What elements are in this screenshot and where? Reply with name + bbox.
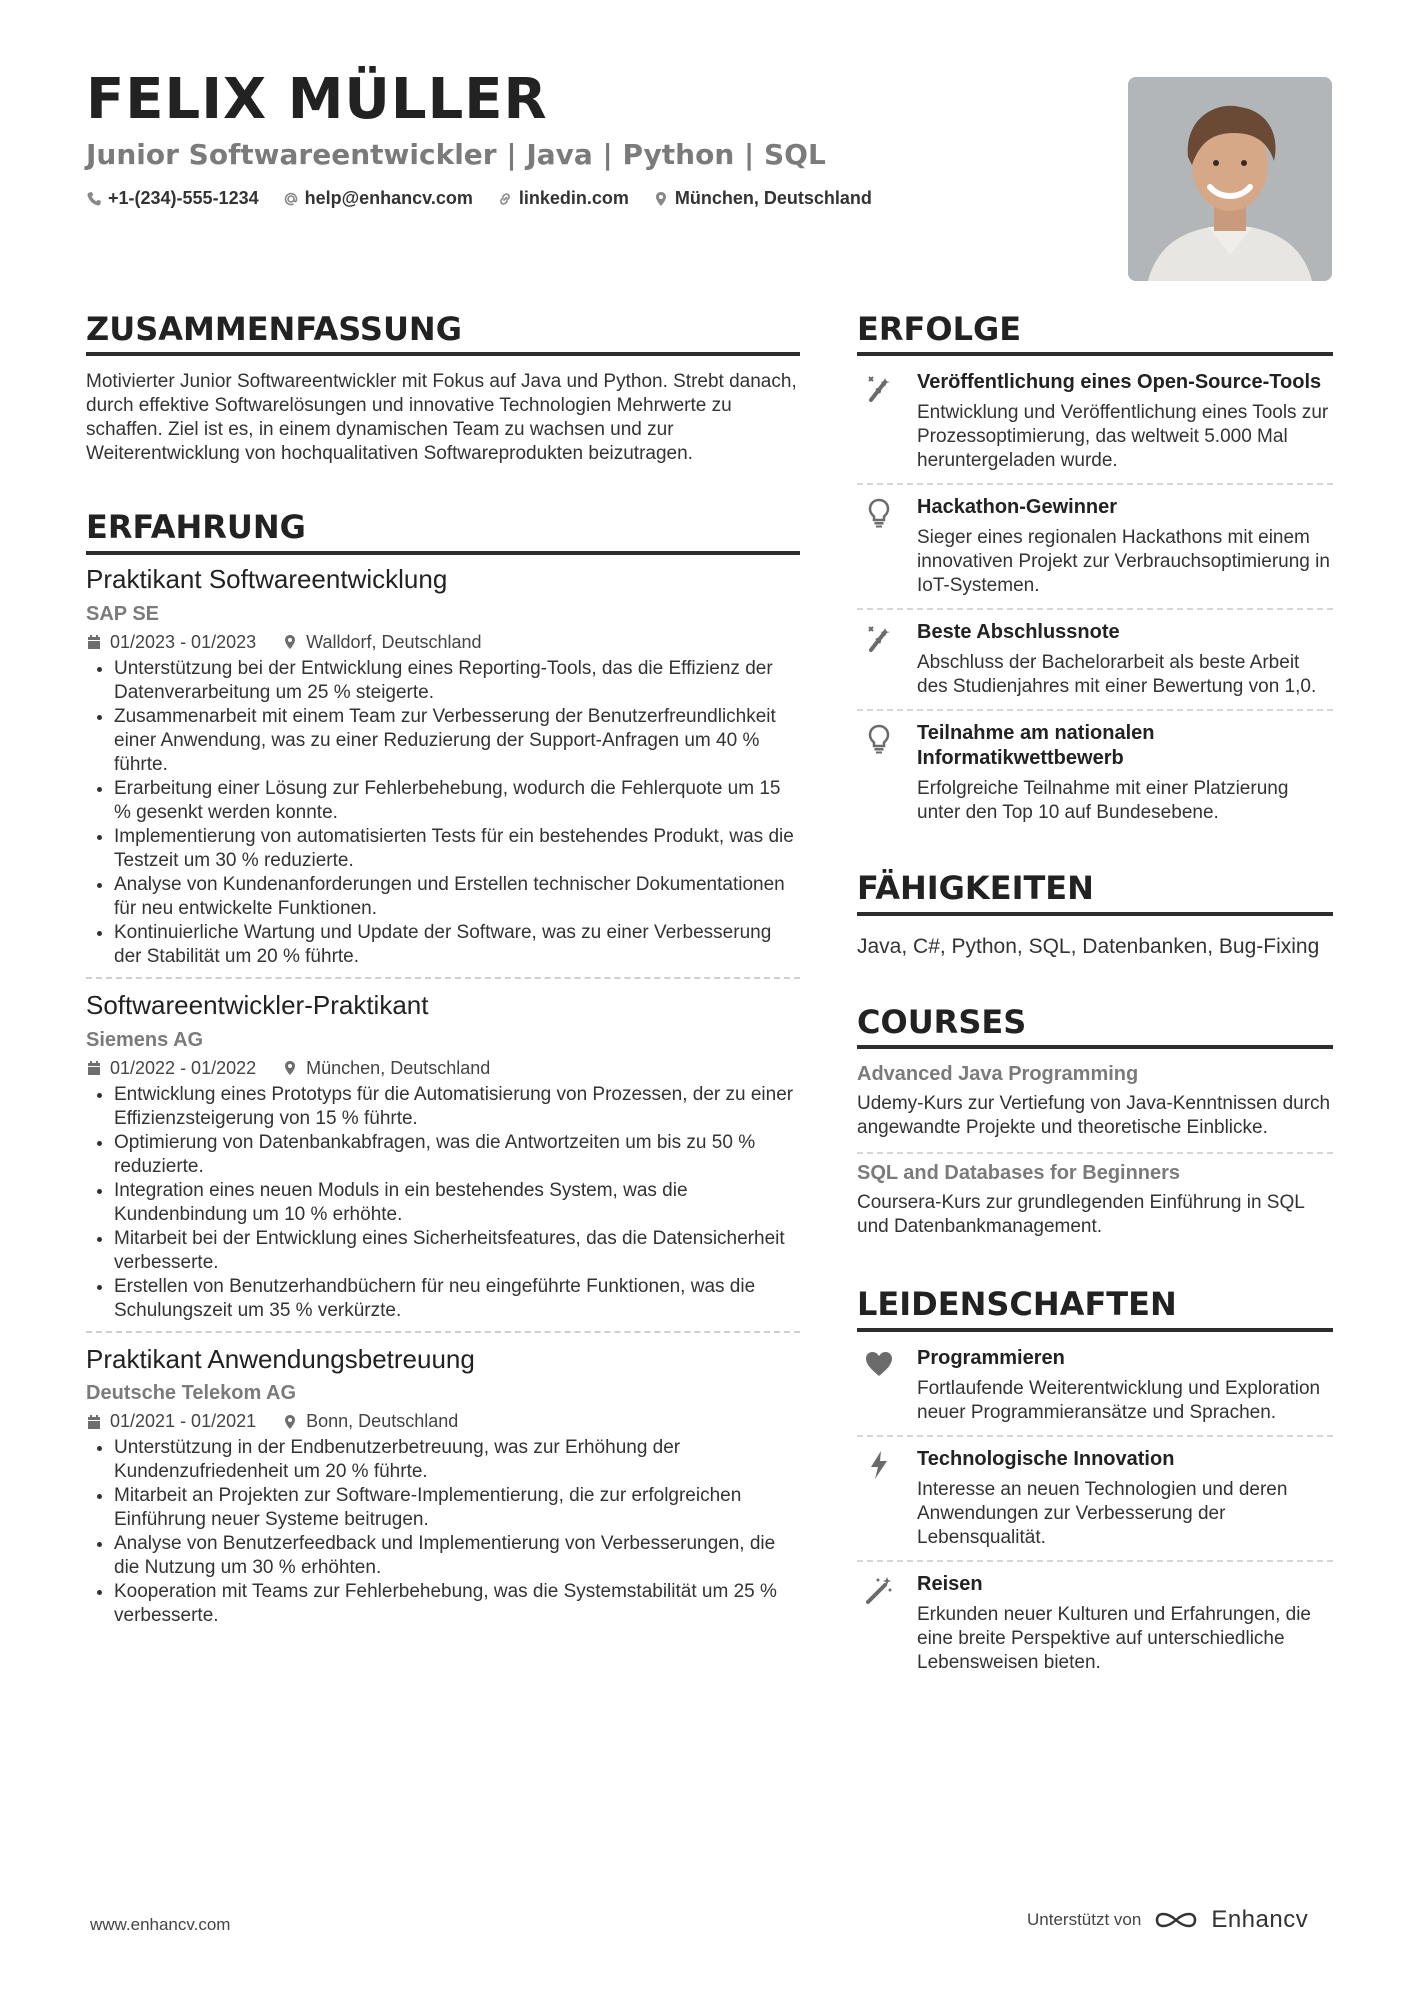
- job-dates: [86, 1058, 256, 1079]
- phone-text: +1-(234)-555-1234: [108, 188, 259, 208]
- bullet: • Unterstützung in der Endbenutzerbetreuung, was zur Erhöhung der Kundenzufriedenheit um 20 % führte.: [114, 1436, 800, 1484]
- achievement-item: [857, 360, 1333, 485]
- contact-phone[interactable]: [86, 188, 259, 209]
- achievement-title: Teilnahme am nationalen Informatikwettbewerb: [917, 722, 1155, 770]
- bullet: • Analyse von Kundenanforderungen und Erstellen technischer Dokumentationen für neu entwickelte Funktionen.: [114, 873, 800, 921]
- experience-entry: [86, 565, 800, 979]
- summary-heading: ZUSAMMENFASSUNG: [86, 310, 800, 356]
- course-title: SQL and Databases for Beginners: [857, 1162, 1181, 1185]
- passion-item: [857, 1437, 1333, 1562]
- passion-desc: Fortlaufende Weiterentwicklung und Exploration neuer Programmieransätze und Sprachen.: [917, 1377, 1321, 1423]
- bullet: • Kontinuierliche Wartung und Update der Software, was zu einer Verbesserung der Stabilität um 20 % führte.: [114, 921, 800, 969]
- location-pin-icon: [282, 1414, 298, 1430]
- contact-bar: [86, 188, 872, 209]
- calendar-icon: [86, 1060, 102, 1076]
- location-pin-icon: [282, 634, 298, 650]
- magic-wand-icon: [863, 372, 895, 404]
- candidate-name: FELIX MÜLLER: [86, 67, 548, 132]
- job-location: [282, 1058, 490, 1079]
- lightbulb-icon: [863, 497, 895, 529]
- job-dates-text: 01/2021 - 01/2021: [110, 1411, 257, 1432]
- achievement-title: Veröffentlichung eines Open-Source-Tools: [917, 371, 1322, 394]
- achievement-title: Hackathon-Gewinner: [917, 496, 1118, 519]
- job-bullets: [86, 657, 800, 969]
- job-dates-text: 01/2023 - 01/2023: [110, 631, 257, 652]
- course-desc: Udemy-Kurs zur Vertiefung von Java-Kenntnissen durch angewandte Projekte und theoretische Einblicke.: [857, 1093, 1331, 1139]
- bullet: • Mitarbeit an Projekten zur Software-Implementierung, die zur erfolgreichen Einführung neuer Systeme beitrugen.: [114, 1484, 800, 1532]
- skills-text: Java, C#, Python, SQL, Datenbanken, Bug-Fixing: [857, 934, 1320, 958]
- linkedin-text: linkedin.com: [518, 188, 629, 208]
- lightning-icon: [863, 1449, 895, 1481]
- bullet: • Optimierung von Datenbankabfragen, was die Antwortzeiten um bis zu 50 % reduzierte.: [114, 1131, 800, 1179]
- passions-heading: LEIDENSCHAFTEN: [857, 1285, 1333, 1331]
- achievement-desc: Erfolgreiche Teilnahme mit einer Platzierung unter den Top 10 auf Bundesebene.: [917, 778, 1289, 824]
- courses-section: [857, 1003, 1333, 1251]
- bullet: • Unterstützung bei der Entwicklung eines Reporting-Tools, das die Effizienz der Datenverarbeitung um 25 % steigerte.: [114, 657, 800, 705]
- bullet: • Erstellen von Benutzerhandbüchern für neu eingeführte Funktionen, was die Schulungszeit um 35 % verkürzte.: [114, 1275, 800, 1323]
- achievement-item: [857, 610, 1333, 711]
- brand-name: Enhancv: [1211, 1906, 1309, 1933]
- bullet: • Analyse von Benutzerfeedback und Implementierung von Verbesserungen, die die Nutzung um 30 % erhöhten.: [114, 1532, 800, 1580]
- passions-section: [857, 1285, 1333, 1684]
- experience-heading: ERFAHRUNG: [86, 508, 800, 554]
- summary-text: Motivierter Junior Softwareentwickler mit Fokus auf Java und Python. Strebt danach, durch effektive Softwarelösungen und innovative Technologien Mehrwerte zu schaffen. Ziel ist es, in einem dynamischen Team zu wachsen und zur Weiterentwicklung von hochqualitativen Softwareprodukten beizutragen.: [86, 371, 797, 465]
- passion-desc: Erkunden neuer Kulturen und Erfahrungen, die eine breite Perspektive auf unterschiedliche Lebensweisen bieten.: [917, 1603, 1311, 1673]
- powered-by-label: Unterstützt von: [1027, 1910, 1142, 1929]
- passion-item: [857, 1336, 1333, 1437]
- passion-title: Reisen: [917, 1572, 983, 1595]
- job-dates: [86, 632, 256, 653]
- company-name: Siemens AG: [86, 1028, 204, 1051]
- phone-icon: [86, 191, 102, 207]
- skills-section: [857, 869, 1333, 958]
- course-item: [857, 1154, 1333, 1251]
- company-name: Deutsche Telekom AG: [86, 1382, 297, 1405]
- job-bullets: [86, 1083, 800, 1323]
- bullet: • Integration eines neuen Moduls in ein bestehendes System, was die Kundenbindung um 10 % erhöhte.: [114, 1179, 800, 1227]
- achievement-item: [857, 711, 1333, 835]
- contact-email[interactable]: [283, 188, 473, 209]
- experience-section: [86, 508, 800, 1636]
- passion-item: [857, 1562, 1333, 1685]
- passion-title: Programmieren: [917, 1346, 1065, 1369]
- enhancv-logo-icon: [1153, 1908, 1199, 1932]
- candidate-role: Junior Softwareentwickler | Java | Python | SQL: [86, 138, 826, 171]
- course-title: Advanced Java Programming: [857, 1063, 1139, 1086]
- magic-wand-icon: [863, 622, 895, 654]
- link-icon: [497, 191, 513, 207]
- calendar-icon: [86, 1414, 102, 1430]
- right-column: [857, 310, 1333, 1685]
- heart-icon: [863, 1348, 895, 1380]
- achievements-heading: ERFOLGE: [857, 310, 1333, 356]
- passion-desc: Interesse an neuen Technologien und deren Anwendungen zur Verbesserung der Lebensqualität.: [917, 1478, 1288, 1548]
- bullet: • Zusammenarbeit mit einem Team zur Verbesserung der Benutzerfreundlichkeit einer Anwendung, was zu einer Reduzierung der Support-Anfragen um 40 % führte.: [114, 705, 800, 777]
- location-pin-icon: [282, 1060, 298, 1076]
- job-location-text: Walldorf, Deutschland: [306, 631, 482, 652]
- footer-branding[interactable]: [1027, 1906, 1308, 1934]
- job-title: Praktikant Anwendungsbetreuung: [86, 1343, 475, 1374]
- left-column: [86, 310, 800, 1636]
- job-title: Praktikant Softwareentwicklung: [86, 563, 448, 594]
- job-dates-text: 01/2022 - 01/2022: [110, 1057, 257, 1078]
- passion-title: Technologische Innovation: [917, 1447, 1175, 1470]
- job-meta: [86, 632, 800, 653]
- course-desc: Coursera-Kurs zur grundlegenden Einführung in SQL und Datenbankmanagement.: [857, 1192, 1305, 1238]
- bullet: • Entwicklung eines Prototyps für die Automatisierung von Prozessen, der zu einer Effizienzsteigerung von 15 % führte.: [114, 1083, 800, 1131]
- achievements-section: [857, 310, 1333, 835]
- achievement-title: Beste Abschlussnote: [917, 621, 1120, 644]
- email-text: help@enhancv.com: [304, 188, 473, 208]
- bullet: • Implementierung von automatisierten Tests für ein bestehendes Produkt, was die Testzeit um 30 % reduzierte.: [114, 825, 800, 873]
- achievement-desc: Abschluss der Bachelorarbeit als beste Arbeit des Studienjahres mit einer Bewertung von 1,0.: [917, 652, 1317, 698]
- experience-entry: [86, 991, 800, 1333]
- job-meta: [86, 1411, 800, 1432]
- skills-heading: FÄHIGKEITEN: [857, 869, 1333, 915]
- job-meta: [86, 1058, 800, 1079]
- achievement-desc: Sieger eines regionalen Hackathons mit einem innovativen Projekt zur Verbrauchsoptimierung in IoT-Systemen.: [917, 527, 1330, 597]
- job-location: [282, 1411, 458, 1432]
- achievement-item: [857, 485, 1333, 610]
- job-location: [282, 632, 481, 653]
- lightbulb-icon: [863, 723, 895, 755]
- bullet: • Kooperation mit Teams zur Fehlerbehebung, was die Systemstabilität um 25 % verbesserte.: [114, 1580, 800, 1628]
- summary-section: [86, 310, 800, 466]
- company-name: SAP SE: [86, 602, 159, 625]
- contact-linkedin[interactable]: [497, 188, 629, 209]
- job-location-text: Bonn, Deutschland: [306, 1411, 459, 1432]
- profile-photo: [1128, 77, 1332, 281]
- at-icon: [283, 191, 299, 207]
- experience-entry: [86, 1345, 800, 1637]
- job-bullets: [86, 1436, 800, 1628]
- calendar-icon: [86, 634, 102, 650]
- contact-location: [653, 188, 872, 209]
- course-item: [857, 1055, 1333, 1154]
- courses-heading: COURSES: [857, 1003, 1333, 1049]
- job-title: Softwareentwickler-Praktikant: [86, 989, 429, 1020]
- bullet: • Erarbeitung einer Lösung zur Fehlerbehebung, wodurch die Fehlerquote um 15 % gesenkt werden konnte.: [114, 777, 800, 825]
- bullet: • Mitarbeit bei der Entwicklung eines Sicherheitsfeatures, das die Datensicherheit verbesserte.: [114, 1227, 800, 1275]
- magic-wand-icon: [863, 1574, 895, 1606]
- achievement-desc: Entwicklung und Veröffentlichung eines Tools zur Prozessoptimierung, das weltweit 5.000 Mal heruntergeladen wurde.: [917, 402, 1329, 472]
- job-location-text: München, Deutschland: [306, 1057, 491, 1078]
- location-text: München, Deutschland: [674, 188, 872, 208]
- location-pin-icon: [653, 191, 669, 207]
- job-dates: [86, 1411, 256, 1432]
- footer-website[interactable]: www.enhancv.com: [90, 1915, 231, 1934]
